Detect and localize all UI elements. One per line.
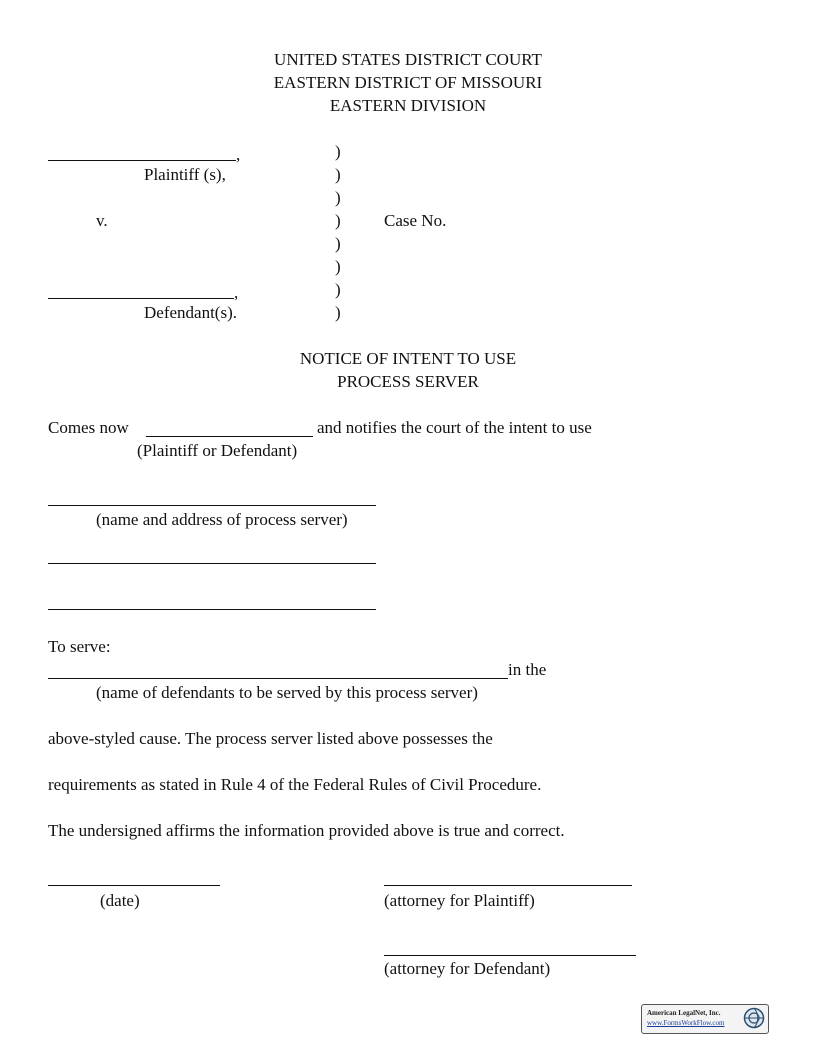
defendant-label: Defendant(s). [144, 303, 237, 322]
case-number-label: Case No. [384, 211, 447, 230]
defendant-comma: , [234, 283, 239, 302]
in-the-text: in the [508, 660, 547, 679]
notifies-text: and notifies the court of the intent to use [317, 418, 592, 437]
attorney-plaintiff-label: (attorney for Plaintiff) [384, 891, 535, 910]
process-server-line-2[interactable] [48, 563, 376, 564]
attorney-defendant-label: (attorney for Defendant) [384, 959, 551, 978]
defendants-hint: (name of defendants to be served by this process server) [96, 683, 478, 702]
body-paragraph-1: above-styled cause. The process server listed above possesses the [48, 729, 493, 748]
process-server-hint: (name and address of process server) [96, 510, 348, 529]
versus-label: v. [96, 211, 108, 230]
party-name-line[interactable] [146, 436, 313, 437]
document-title-line2: PROCESS SERVER [337, 372, 479, 391]
court-district: EASTERN DISTRICT OF MISSOURI [273, 73, 543, 92]
attorney-defendant-line[interactable] [384, 955, 636, 956]
process-server-line-1[interactable] [48, 505, 376, 506]
logo-url[interactable]: www.FormsWorkFlow.com [647, 1019, 725, 1027]
date-label: (date) [100, 891, 140, 910]
defendants-served-line[interactable] [48, 678, 508, 679]
date-line[interactable] [48, 885, 220, 886]
plaintiff-label: Plaintiff (s), [144, 165, 226, 184]
caption-paren: ) [335, 234, 341, 253]
process-server-line-3[interactable] [48, 609, 376, 610]
caption-paren: ) [335, 211, 341, 230]
body-paragraph-3: The undersigned affirms the information provided above is true and correct. [48, 821, 565, 840]
comes-now-text: Comes now [48, 418, 129, 437]
attorney-plaintiff-line[interactable] [384, 885, 632, 886]
plaintiff-comma: , [236, 145, 241, 164]
document-title-line1: NOTICE OF INTENT TO USE [299, 349, 517, 368]
logo-company: American LegalNet, Inc. [647, 1009, 721, 1017]
caption-paren: ) [335, 142, 341, 161]
footer-logo[interactable] [641, 1004, 769, 1034]
caption-paren: ) [335, 165, 341, 184]
to-serve-label: To serve: [48, 637, 111, 656]
court-name: UNITED STATES DISTRICT COURT [274, 50, 542, 69]
defendant-name-line[interactable] [48, 298, 234, 299]
caption-paren: ) [335, 257, 341, 276]
plaintiff-name-line[interactable] [48, 160, 236, 161]
court-division: EASTERN DIVISION [329, 96, 487, 115]
caption-paren: ) [335, 188, 341, 207]
caption-paren: ) [335, 303, 341, 322]
body-paragraph-2: requirements as stated in Rule 4 of the Federal Rules of Civil Procedure. [48, 775, 542, 794]
globe-icon [743, 1007, 765, 1029]
party-hint: (Plaintiff or Defendant) [137, 441, 298, 460]
caption-paren: ) [335, 280, 341, 299]
